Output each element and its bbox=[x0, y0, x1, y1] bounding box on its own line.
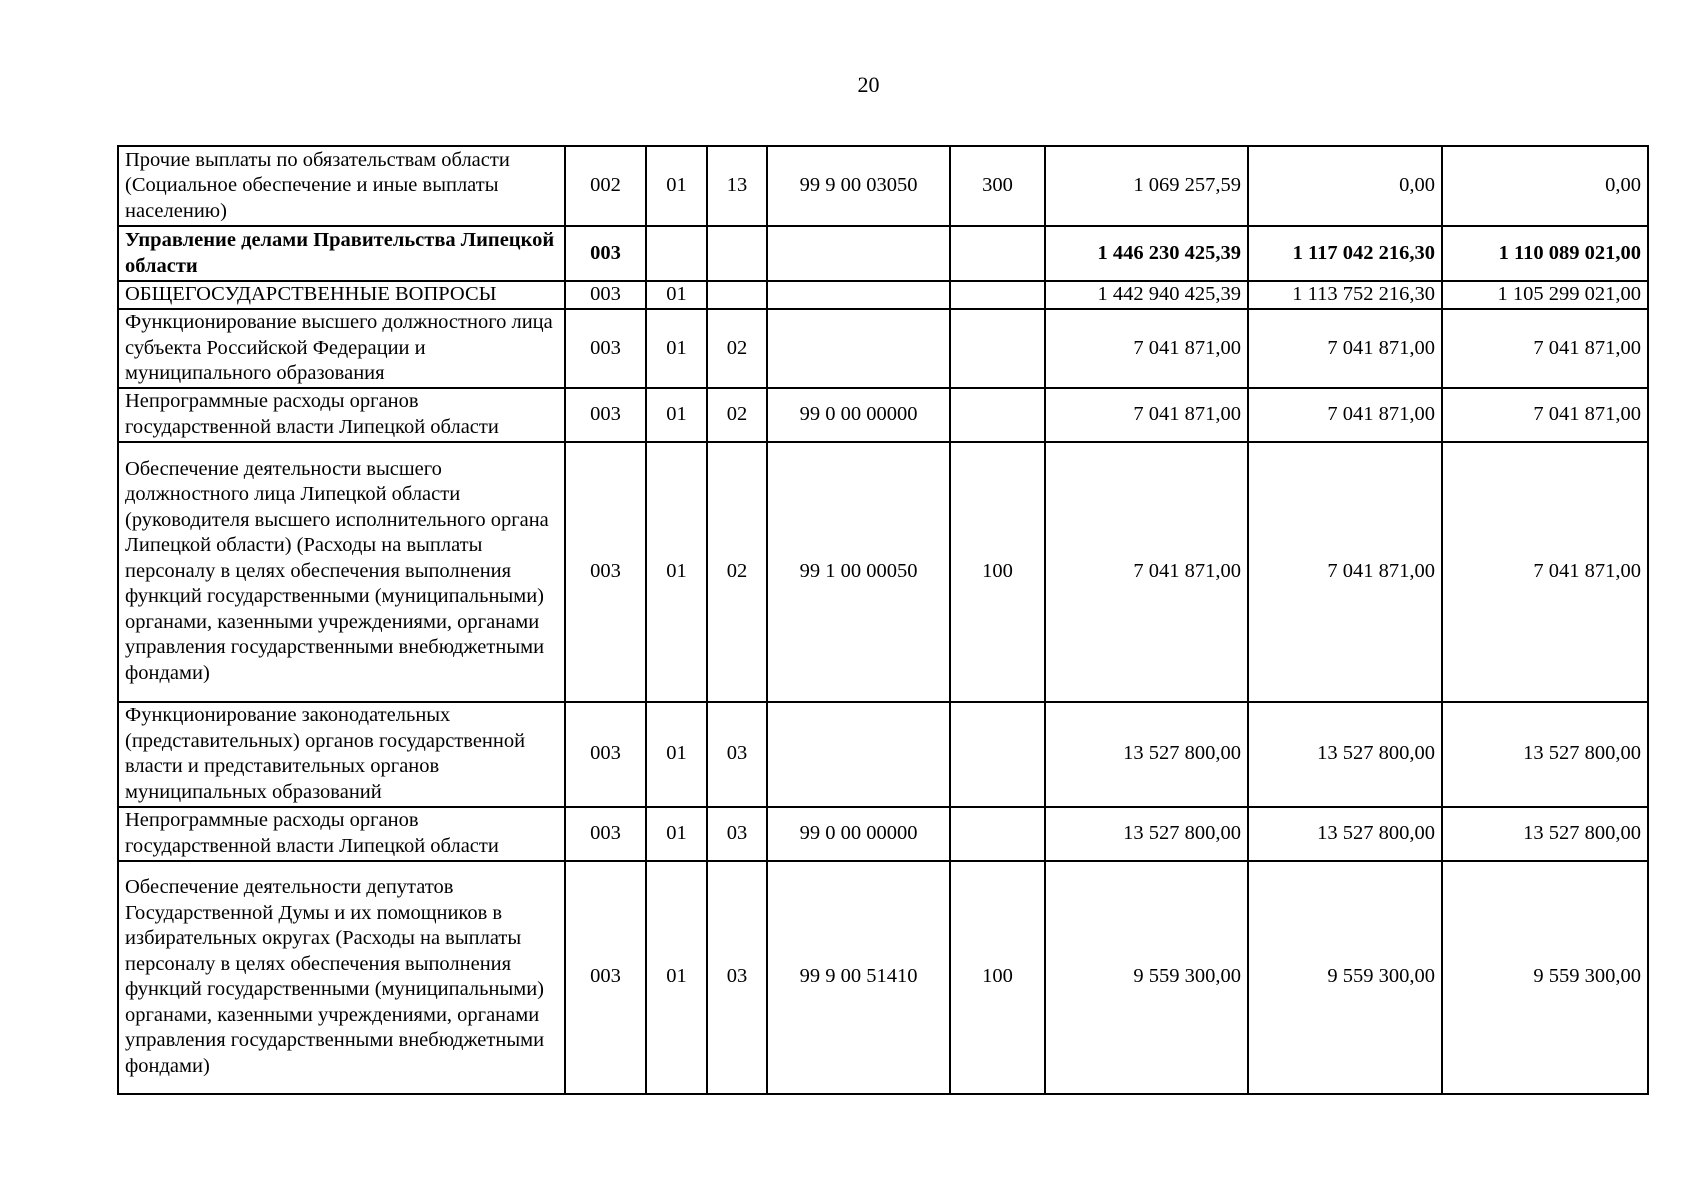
row-name: Непрограммные расходы органов государственной власти Липецкой области bbox=[118, 388, 565, 442]
section-code: 01 bbox=[646, 388, 707, 442]
ministry-code: 003 bbox=[565, 281, 646, 309]
table-row bbox=[118, 702, 1648, 807]
target-article-code bbox=[767, 702, 950, 807]
table-row bbox=[118, 388, 1648, 442]
row-name: ОБЩЕГОСУДАРСТВЕННЫЕ ВОПРОСЫ bbox=[118, 281, 565, 309]
ministry-code: 003 bbox=[565, 807, 646, 861]
amount-year-2: 7 041 871,00 bbox=[1248, 388, 1442, 442]
amount-year-2: 0,00 bbox=[1248, 146, 1442, 226]
amount-year-1: 9 559 300,00 bbox=[1045, 861, 1248, 1094]
ministry-code: 003 bbox=[565, 702, 646, 807]
amount-year-1: 1 442 940 425,39 bbox=[1045, 281, 1248, 309]
amount-year-2: 1 117 042 216,30 bbox=[1248, 226, 1442, 281]
amount-year-3: 1 105 299 021,00 bbox=[1442, 281, 1648, 309]
row-name: Управление делами Правительства Липецкой области bbox=[118, 226, 565, 281]
amount-year-1: 1 446 230 425,39 bbox=[1045, 226, 1248, 281]
ministry-code: 003 bbox=[565, 309, 646, 388]
ministry-code: 003 bbox=[565, 442, 646, 702]
amount-year-1: 13 527 800,00 bbox=[1045, 702, 1248, 807]
row-name: Функционирование высшего должностного лица субъекта Российской Федерации и муниципального образования bbox=[118, 309, 565, 388]
target-article-code: 99 9 00 03050 bbox=[767, 146, 950, 226]
section-code: 01 bbox=[646, 281, 707, 309]
target-article-code: 99 0 00 00000 bbox=[767, 388, 950, 442]
section-code: 01 bbox=[646, 861, 707, 1094]
target-article-code: 99 1 00 00050 bbox=[767, 442, 950, 702]
expense-type-code bbox=[950, 281, 1045, 309]
amount-year-1: 7 041 871,00 bbox=[1045, 309, 1248, 388]
ministry-code: 002 bbox=[565, 146, 646, 226]
expense-type-code: 300 bbox=[950, 146, 1045, 226]
target-article-code: 99 0 00 00000 bbox=[767, 807, 950, 861]
amount-year-2: 9 559 300,00 bbox=[1248, 861, 1442, 1094]
amount-year-2: 1 113 752 216,30 bbox=[1248, 281, 1442, 309]
amount-year-3: 13 527 800,00 bbox=[1442, 807, 1648, 861]
target-article-code bbox=[767, 226, 950, 281]
amount-year-1: 7 041 871,00 bbox=[1045, 388, 1248, 442]
amount-year-3: 7 041 871,00 bbox=[1442, 309, 1648, 388]
expense-type-code bbox=[950, 309, 1045, 388]
amount-year-3: 1 110 089 021,00 bbox=[1442, 226, 1648, 281]
amount-year-2: 7 041 871,00 bbox=[1248, 442, 1442, 702]
ministry-code: 003 bbox=[565, 861, 646, 1094]
row-name: Прочие выплаты по обязательствам области (Социальное обеспечение и иные выплаты населению) bbox=[118, 146, 565, 226]
row-name: Обеспечение деятельности депутатов Государственной Думы и их помощников в избирательных округах (Расходы на выплаты персоналу в целях обеспечения выполнения функций государственными (муниципальными) органами, казенными учреждениями, органами управления государственными внебюджетными фондами) bbox=[118, 861, 565, 1094]
amount-year-3: 9 559 300,00 bbox=[1442, 861, 1648, 1094]
subsection-code: 02 bbox=[707, 388, 767, 442]
ministry-code: 003 bbox=[565, 226, 646, 281]
amount-year-1: 7 041 871,00 bbox=[1045, 442, 1248, 702]
subsection-code: 03 bbox=[707, 861, 767, 1094]
row-name: Функционирование законодательных (представительных) органов государственной власти и представительных органов муниципальных образований bbox=[118, 702, 565, 807]
expense-type-code bbox=[950, 702, 1045, 807]
subsection-code: 02 bbox=[707, 309, 767, 388]
table-row bbox=[118, 309, 1648, 388]
section-code: 01 bbox=[646, 309, 707, 388]
section-code bbox=[646, 226, 707, 281]
subsection-code bbox=[707, 226, 767, 281]
target-article-code bbox=[767, 309, 950, 388]
subsection-code bbox=[707, 281, 767, 309]
ministry-code: 003 bbox=[565, 388, 646, 442]
section-code: 01 bbox=[646, 702, 707, 807]
expense-type-code bbox=[950, 388, 1045, 442]
expense-type-code bbox=[950, 807, 1045, 861]
amount-year-3: 7 041 871,00 bbox=[1442, 388, 1648, 442]
section-code: 01 bbox=[646, 807, 707, 861]
amount-year-3: 7 041 871,00 bbox=[1442, 442, 1648, 702]
amount-year-3: 0,00 bbox=[1442, 146, 1648, 226]
table-row bbox=[118, 281, 1648, 309]
page-number: 20 bbox=[857, 72, 880, 97]
budget-table bbox=[117, 145, 1649, 1095]
expense-type-code: 100 bbox=[950, 442, 1045, 702]
subsection-code: 03 bbox=[707, 807, 767, 861]
amount-year-2: 13 527 800,00 bbox=[1248, 702, 1442, 807]
expense-type-code bbox=[950, 226, 1045, 281]
amount-year-1: 13 527 800,00 bbox=[1045, 807, 1248, 861]
target-article-code: 99 9 00 51410 bbox=[767, 861, 950, 1094]
subsection-code: 03 bbox=[707, 702, 767, 807]
section-code: 01 bbox=[646, 146, 707, 226]
table-row bbox=[118, 226, 1648, 281]
target-article-code bbox=[767, 281, 950, 309]
table-row bbox=[118, 861, 1648, 1094]
subsection-code: 13 bbox=[707, 146, 767, 226]
table-row bbox=[118, 146, 1648, 226]
expense-type-code: 100 bbox=[950, 861, 1045, 1094]
table-row bbox=[118, 807, 1648, 861]
table-row bbox=[118, 442, 1648, 702]
amount-year-1: 1 069 257,59 bbox=[1045, 146, 1248, 226]
amount-year-3: 13 527 800,00 bbox=[1442, 702, 1648, 807]
subsection-code: 02 bbox=[707, 442, 767, 702]
section-code: 01 bbox=[646, 442, 707, 702]
row-name: Непрограммные расходы органов государственной власти Липецкой области bbox=[118, 807, 565, 861]
amount-year-2: 13 527 800,00 bbox=[1248, 807, 1442, 861]
amount-year-2: 7 041 871,00 bbox=[1248, 309, 1442, 388]
row-name: Обеспечение деятельности высшего должностного лица Липецкой области (руководителя высшего исполнительного органа Липецкой области) (Расходы на выплаты персоналу в целях обеспечения выполнения функций государственными (муниципальными) органами, казенными учреждениями, органами управления государственными внебюджетными фондами) bbox=[118, 442, 565, 702]
